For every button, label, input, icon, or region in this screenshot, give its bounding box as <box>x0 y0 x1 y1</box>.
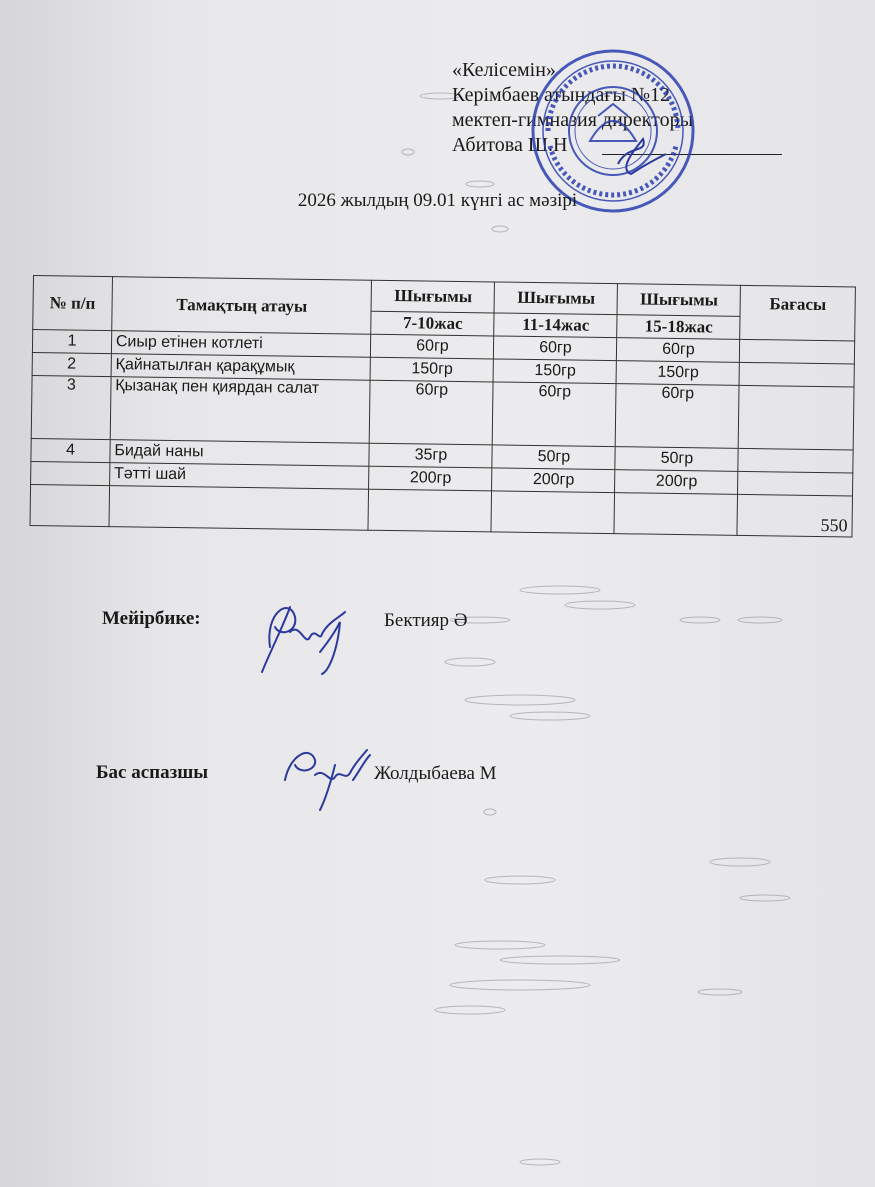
yield-11-14: 60гр <box>493 382 617 447</box>
yield-15-18: 50гр <box>615 447 738 472</box>
yield-7-10: 150гр <box>371 357 494 382</box>
yield-15-18: 150гр <box>616 361 739 386</box>
yield-11-14: 50гр <box>492 445 615 470</box>
header-yield: Шығымы <box>494 282 617 315</box>
chef-name: Жолдыбаева М <box>374 763 497 784</box>
chef-label: Бас аспазшы <box>96 762 209 783</box>
yield-11-14: 150гр <box>493 359 616 384</box>
header-yield: Шығымы <box>617 284 740 317</box>
header-age-7-10: 7-10жас <box>371 311 494 336</box>
approval-line: Керімбаев атындағы №12 <box>452 84 671 106</box>
nurse-name: Бектияр Ә <box>384 610 468 631</box>
header-yield: Шығымы <box>371 280 494 313</box>
price-cell <box>738 471 853 496</box>
row-number: 2 <box>32 352 111 376</box>
yield-15-18: 60гр <box>617 338 740 363</box>
yield-11-14: 200гр <box>492 468 615 493</box>
header-price: Бағасы <box>740 285 855 341</box>
approval-line: мектеп-гимназия директоры <box>452 109 694 131</box>
row-number: 3 <box>31 375 111 439</box>
table-row <box>31 375 854 449</box>
price-cell <box>740 339 855 364</box>
yield-7-10: 200гр <box>369 466 492 491</box>
total-price: 550 <box>737 494 852 537</box>
price-cell <box>739 362 854 387</box>
menu-title: 2026 жылдың 09.01 күнгі ас мәзірі <box>297 190 578 211</box>
price-cell <box>739 385 854 450</box>
dish-name: Қайнатылған қарақұмық <box>111 354 371 381</box>
row-number: 1 <box>32 330 111 354</box>
yield-7-10: 60гр <box>370 380 494 445</box>
dish-name: Тәтті шай <box>109 463 369 490</box>
dish-name: Бидай наны <box>110 440 370 467</box>
dish-name: Қызанақ пен қиярдан салат <box>110 377 370 444</box>
approval-line: Абитова Ш.Н <box>452 134 568 156</box>
header-dish-name: Тамақтың атауы <box>112 277 372 335</box>
header-number: № п/п <box>33 276 113 331</box>
dish-name: Сиыр етінен котлеті <box>111 331 371 358</box>
yield-15-18: 200гр <box>615 470 738 495</box>
row-number: 4 <box>31 438 110 462</box>
nurse-label: Мейірбике: <box>102 608 201 629</box>
header-age-15-18: 15-18жас <box>617 315 740 340</box>
row-number <box>31 461 110 485</box>
nurse-signature <box>250 592 360 678</box>
price-cell <box>738 448 853 473</box>
yield-15-18: 60гр <box>616 384 740 449</box>
yield-7-10: 60гр <box>371 334 494 359</box>
yield-11-14: 60гр <box>494 336 617 361</box>
menu-table <box>29 275 855 537</box>
header-age-11-14: 11-14жас <box>494 313 617 338</box>
chef-signature <box>275 735 375 815</box>
yield-7-10: 35гр <box>369 443 492 468</box>
approval-line: «Келісемін» <box>452 59 556 81</box>
